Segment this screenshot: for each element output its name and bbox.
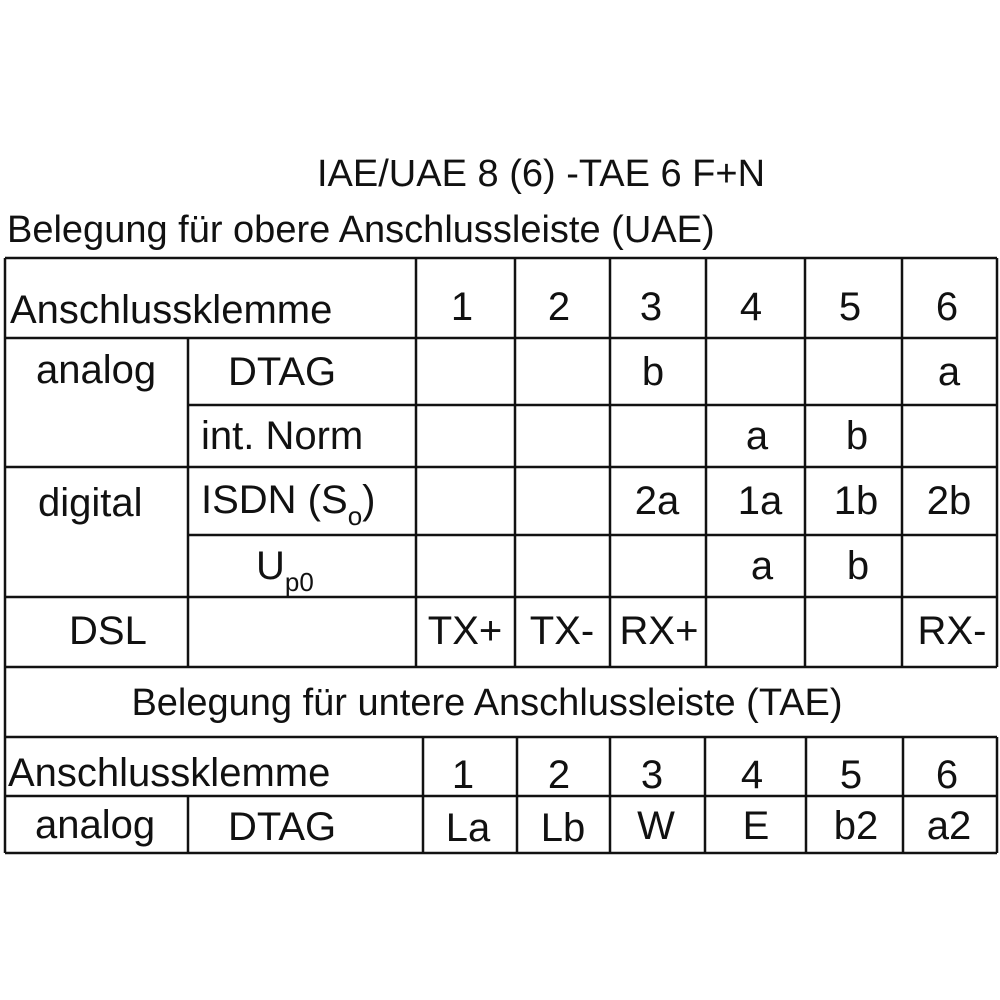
connection-type-label: DTAG (228, 805, 337, 849)
pin-assignment-cell: 2b (926, 479, 972, 523)
connection-type-label: int. Norm (201, 414, 364, 458)
pin-assignment-cell: TX+ (427, 609, 503, 653)
pin-assignment-cell: 1b (833, 479, 879, 523)
lower-heading: Belegung für untere Anschlussleiste (TAE) (131, 682, 843, 724)
terminal-number: 5 (838, 285, 862, 329)
connection-type-label: ISDN $(S_o)$ (201, 478, 376, 531)
terminal-number: 1 (450, 285, 474, 329)
pin-assignment-cell: RX- (917, 609, 987, 653)
upper-heading: Belegung für obere Anschlussleiste (UAE) (7, 209, 715, 251)
terminal-number: 6 (935, 753, 959, 797)
pin-assignment-cell: a (750, 544, 774, 588)
terminal-number: 3 (639, 285, 663, 329)
pin-assignment-cell: 1a (737, 479, 783, 523)
connection-type-label: $U_{p0}$ (256, 544, 314, 597)
terminal-number: 5 (839, 753, 863, 797)
group-label-analog: analog (36, 348, 157, 392)
pin-assignment-cell: Lb (540, 806, 586, 850)
terminal-number: 2 (547, 753, 571, 797)
connection-type-label: DTAG (228, 350, 337, 394)
page-title: IAE/UAE 8 (6) -TAE 6 F+N (317, 153, 766, 195)
group-label-dsl: DSL (69, 609, 147, 653)
pin-assignment-cell: TX- (529, 609, 595, 653)
terminal-number: 1 (451, 753, 475, 797)
terminal-number: 4 (739, 285, 763, 329)
pin-assignment-cell: b (845, 414, 869, 458)
terminal-number: 4 (740, 753, 764, 797)
terminal-number: 3 (640, 753, 664, 797)
terminal-header-label: Anschlussklemme (10, 288, 333, 332)
pin-assignment-cell: b (641, 350, 665, 394)
terminal-header-label: Anschlussklemme (8, 751, 331, 795)
pin-assignment-cell: a2 (926, 804, 972, 848)
group-label-digital: digital (38, 481, 143, 525)
terminal-number: 2 (547, 285, 571, 329)
pin-assignment-cell: a (745, 414, 769, 458)
pin-assignment-cell: b (846, 544, 870, 588)
pin-assignment-cell: a (937, 350, 961, 394)
pin-assignment-cell: La (445, 806, 491, 850)
terminal-number: 6 (935, 285, 959, 329)
group-label-analog: analog (35, 803, 156, 847)
pin-assignment-cell: E (742, 804, 770, 848)
pin-assignment-cell: 2a (634, 479, 680, 523)
pin-assignment-cell: RX+ (619, 609, 699, 653)
pin-assignment-cell: b2 (833, 804, 879, 848)
pin-assignment-cell: W (637, 804, 675, 848)
